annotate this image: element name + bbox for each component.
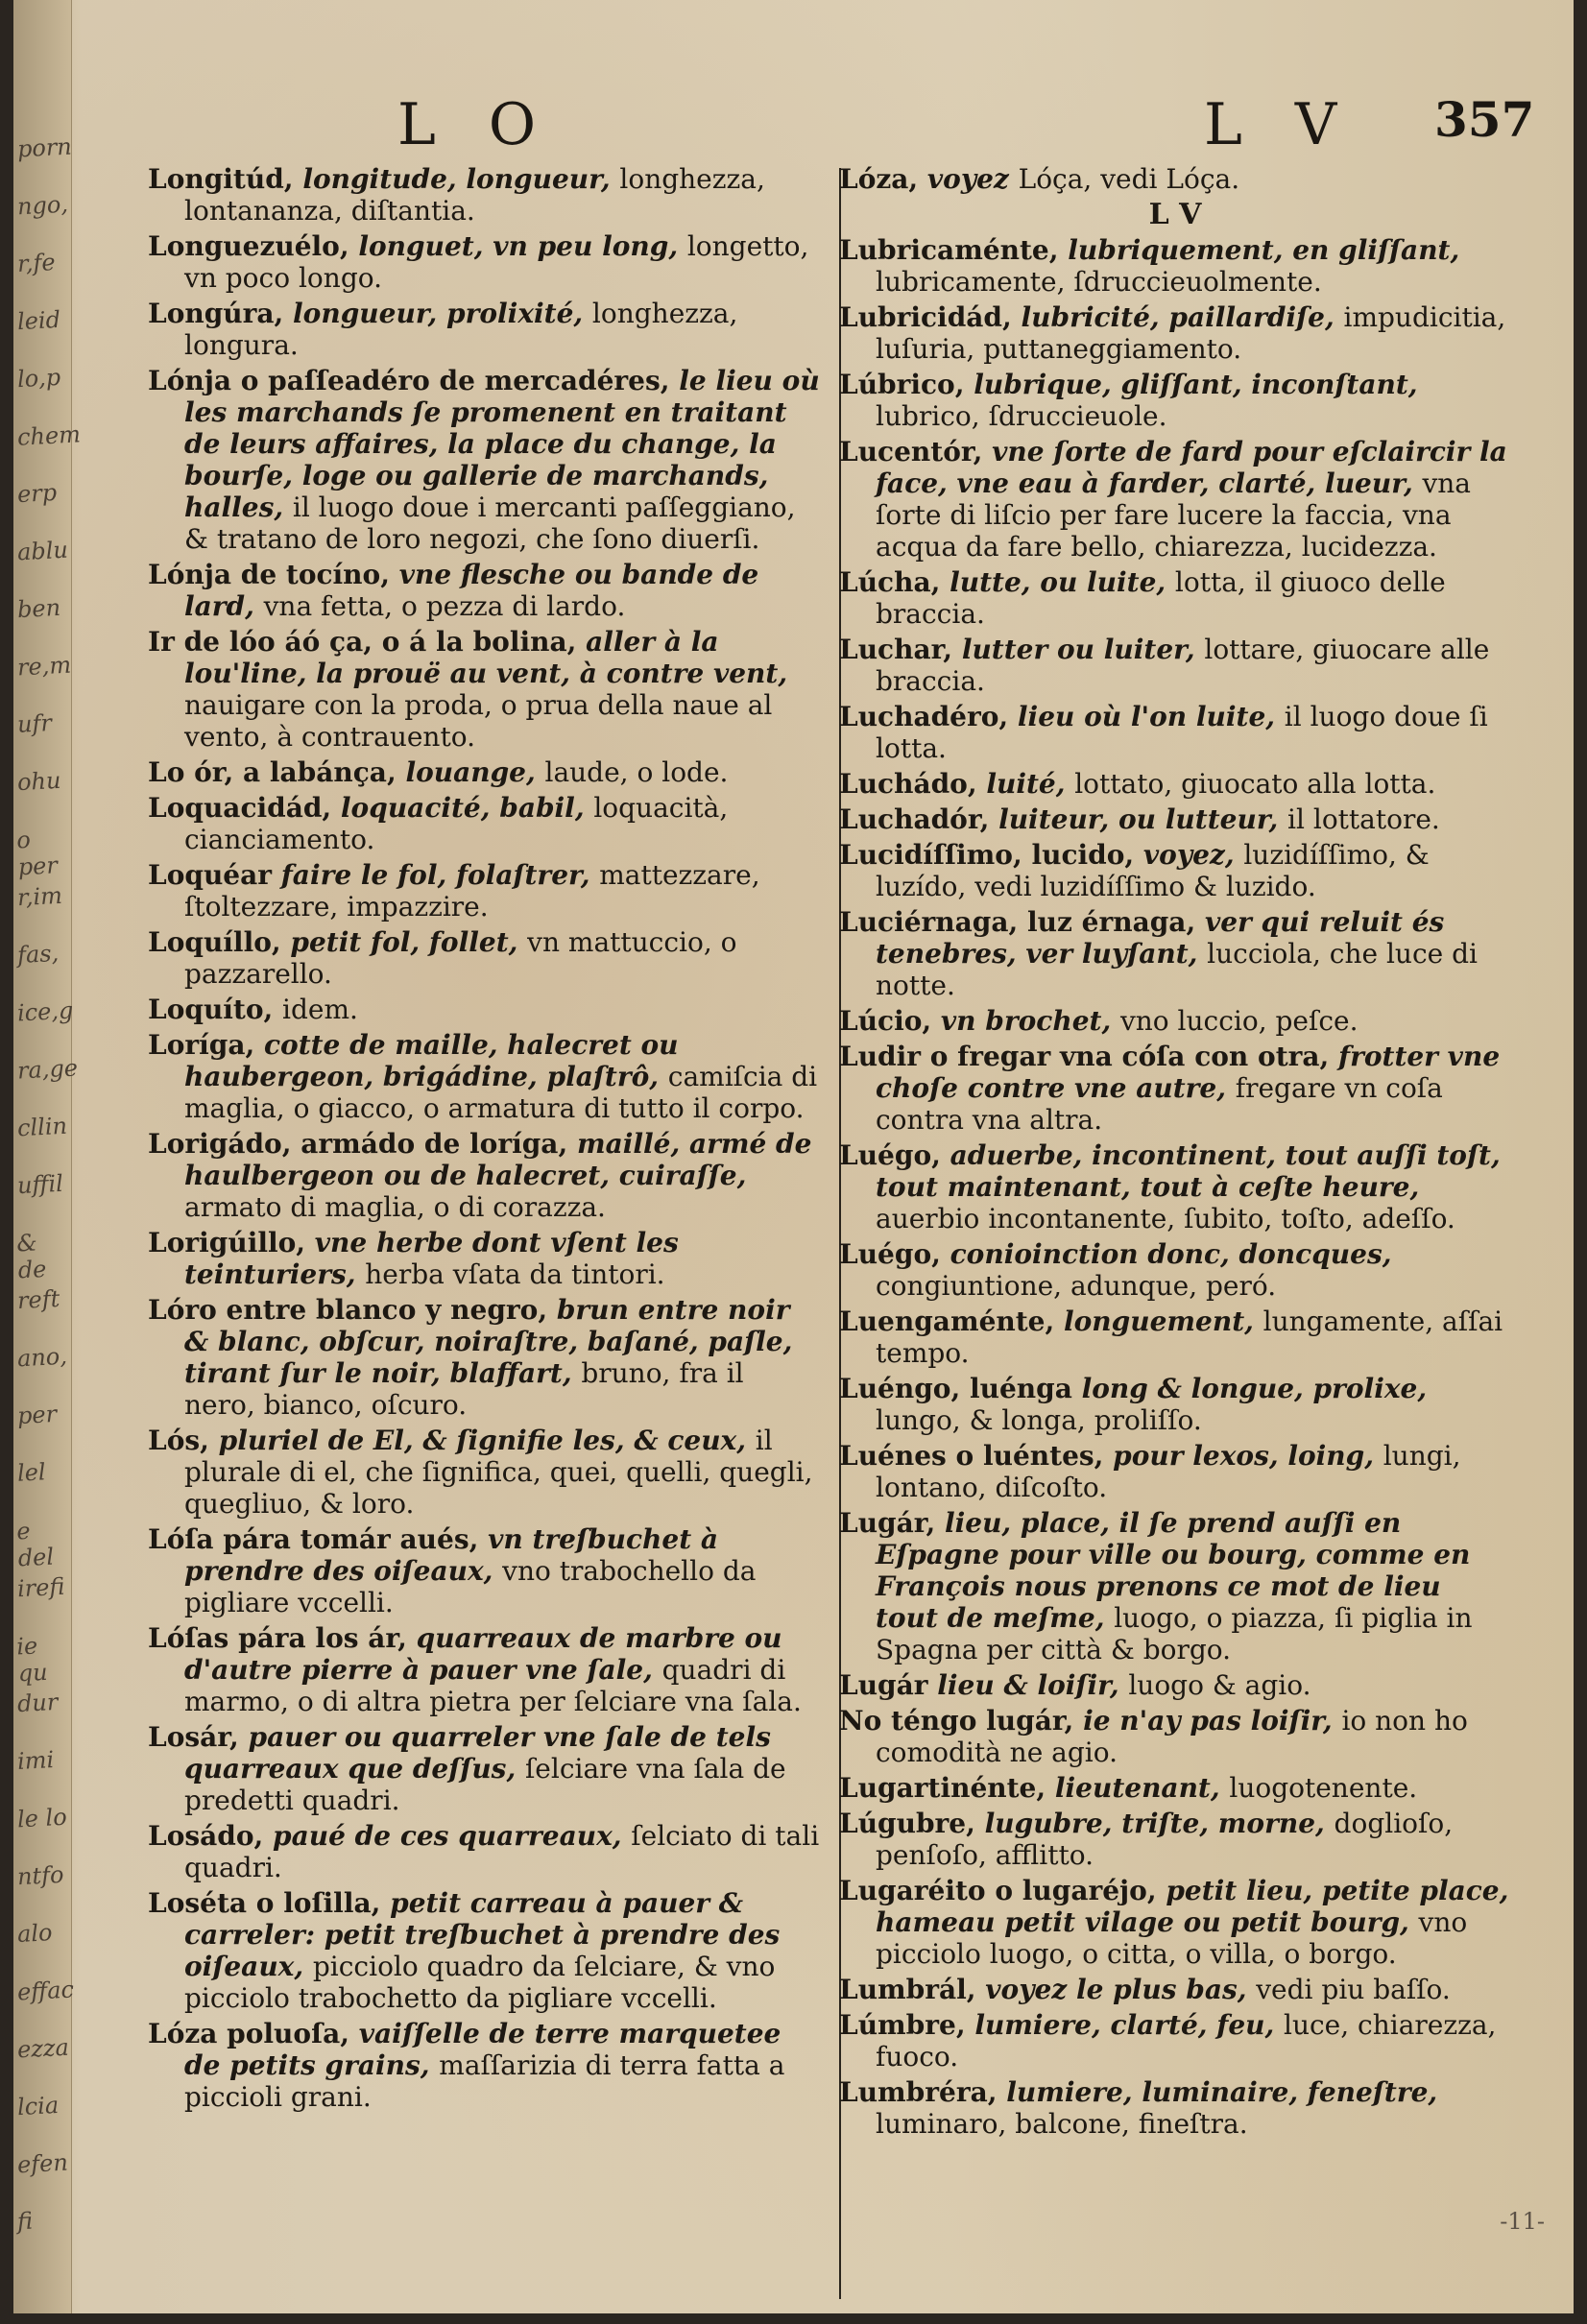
italian-gloss: lungamente, aſſai tempo.	[876, 1306, 1503, 1369]
dictionary-entry	[839, 1139, 1511, 1234]
italian-gloss: lubricamente, ſdruccieuolmente.	[876, 266, 1322, 298]
facing-page-margin	[13, 0, 82, 2313]
headword: Lugartinénte,	[839, 1772, 1055, 1804]
margin-fragment: lcia	[16, 2091, 60, 2121]
italian-gloss: auerbio incontanente, ſubito, toſto, adeſſo.	[876, 1203, 1455, 1234]
margin-fragment: ie qu	[15, 1632, 49, 1688]
french-gloss: vaiſſelle de terre marquetee de petits grains,	[184, 2018, 781, 2081]
dictionary-entry	[148, 756, 820, 788]
margin-fragment: ra,ge	[16, 1054, 79, 1085]
margin-fragment: dur	[16, 1688, 60, 1718]
italian-gloss: loquacità, cianciamento.	[184, 792, 729, 855]
italian-gloss: luce, chiarezza, fuoco.	[876, 2009, 1497, 2072]
italian-gloss: armato di maglia, o di corazza.	[184, 1191, 606, 1223]
french-gloss: conioinction donc, doncques,	[950, 1238, 1392, 1270]
headword: Lúmbre,	[839, 2009, 975, 2041]
italian-gloss: luminaro, balcone, fineſtra.	[876, 2108, 1248, 2140]
dictionary-entry	[839, 436, 1511, 563]
french-gloss: vne flesche ou bande de lard,	[184, 559, 759, 622]
dictionary-entry	[839, 1373, 1511, 1436]
italian-gloss: il lottatore.	[1287, 803, 1440, 835]
dictionary-entry	[839, 1306, 1511, 1369]
headword: Loquacidád,	[148, 792, 341, 824]
dictionary-entry	[148, 994, 820, 1025]
italian-gloss: lungi, lontano, diſcoſto.	[876, 1440, 1461, 1503]
italian-gloss: quadri di marmo, o di altra pietra per ſelciare vna ſala.	[184, 1654, 802, 1717]
italian-gloss: ſelciato di tali quadri.	[184, 1820, 820, 1883]
headword: Lúcha,	[839, 566, 950, 598]
french-gloss: ver qui reluit és tenebres, ver luyſant,	[876, 906, 1445, 970]
french-gloss: pour lexos, loing,	[1113, 1440, 1383, 1472]
italian-gloss: vn mattuccio, o pazzarello.	[184, 926, 737, 990]
headword: Lónja o paſſeadéro de mercadéres,	[148, 365, 680, 396]
headword: Lúcio,	[839, 1005, 941, 1037]
headword: Lugár,	[839, 1507, 945, 1539]
french-gloss: lieu, place, il ſe prend auſſi en Eſpagne pour ville ou bourg, comme en François nous prenons ce mot de lieu tout de meſme,	[876, 1507, 1471, 1634]
italian-gloss: mattezzare, ſtoltezzare, impazzire.	[184, 859, 760, 922]
italian-gloss: lottare, giuocare alle braccia.	[876, 634, 1490, 697]
italian-gloss: fregare vn coſa contra vna altra.	[876, 1072, 1443, 1136]
italian-gloss: lucciola, che luce di notte.	[876, 938, 1478, 1001]
dictionary-entry	[839, 1440, 1511, 1503]
margin-fragment: e del	[15, 1517, 55, 1572]
margin-fragment: reft	[16, 1284, 60, 1315]
french-gloss: ie n'ay pas loiſir,	[1083, 1705, 1342, 1737]
dictionary-entry	[839, 163, 1511, 195]
french-gloss: vn brochet,	[940, 1005, 1120, 1037]
margin-fragment: lo,p	[16, 363, 61, 394]
french-gloss: luité,	[986, 768, 1075, 800]
headword: Loséta o loſilla,	[148, 1887, 391, 1919]
dictionary-entry	[148, 230, 820, 294]
headword: Luégo,	[839, 1139, 950, 1171]
dictionary-entry	[148, 859, 820, 922]
italian-gloss: luogotenente.	[1229, 1772, 1418, 1804]
dictionary-entry	[839, 2076, 1511, 2140]
italian-gloss: ſelciare vna ſala de predetti quadri.	[184, 1753, 786, 1816]
italian-gloss: lottato, giuocato alla lotta.	[1074, 768, 1436, 800]
dictionary-entry	[148, 792, 820, 855]
italian-gloss: impudicitia, luſuria, puttaneggiamento.	[876, 301, 1506, 365]
headword: No téngo lugár,	[839, 1705, 1084, 1737]
french-gloss: lubricité, paillardiſe,	[1021, 301, 1344, 333]
italian-gloss: vna fetta, o pezza di lardo.	[263, 590, 626, 622]
margin-fragment: & de	[15, 1229, 48, 1284]
dictionary-entry	[148, 2018, 820, 2113]
margin-fragment: uffil	[16, 1169, 64, 1200]
margin-fragment: r,im	[16, 881, 63, 912]
french-gloss: lieu & loiſir,	[937, 1669, 1129, 1701]
margin-fragment: ice,g	[16, 996, 75, 1027]
dictionary-entry	[839, 1705, 1511, 1768]
headword: Lugaréito o lugaréjo,	[839, 1875, 1166, 1906]
dictionary-entry	[148, 1622, 820, 1717]
french-gloss: longueur, prolixité,	[293, 298, 592, 329]
margin-fragment: fas,	[16, 939, 60, 970]
french-gloss: cotte de maille, halecret ou haubergeon, brigádine, plaſtrô,	[184, 1029, 679, 1092]
dictionary-page	[13, 0, 1574, 2313]
italian-gloss: luzidíſſimo, & luzído, vedi luzidíſſimo & luzido.	[876, 839, 1430, 902]
headword: Lónja de tocíno,	[148, 559, 399, 590]
french-gloss: voyez	[926, 163, 1019, 195]
headword: Loquéar	[148, 859, 281, 891]
headword: Loríga,	[148, 1029, 264, 1061]
french-gloss: long & longue, prolixe,	[1081, 1373, 1428, 1404]
headword: Luchádo,	[839, 768, 987, 800]
dictionary-entry	[839, 566, 1511, 630]
headword: Lumbréra,	[839, 2076, 1007, 2108]
margin-fragment: ufr	[16, 709, 53, 738]
french-gloss: louange,	[405, 756, 545, 788]
margin-fragment: leid	[16, 305, 61, 336]
headword: Luchadéro,	[839, 701, 1018, 732]
french-gloss: maillé, armé de haulbergeon ou de halecret, cuiraſſe,	[184, 1128, 812, 1191]
dictionary-entry	[839, 839, 1511, 902]
dictionary-entry	[148, 1227, 820, 1290]
italian-gloss: vna ſorte di liſcio per fare lucere la faccia, vna acqua da fare bello, chiarezza, lucidezza.	[876, 467, 1471, 563]
margin-fragment: ben	[16, 593, 61, 624]
dictionary-entry	[839, 1041, 1511, 1136]
headword: Losádo,	[148, 1820, 274, 1852]
right-column-header: L V	[1204, 91, 1355, 158]
italian-gloss: lubrico, ſdruccieuole.	[876, 400, 1167, 432]
headword: Longitúd,	[148, 163, 303, 195]
french-gloss: lieu où l'on luite,	[1017, 701, 1285, 732]
italian-gloss: vedi piu baſſo.	[1256, 1974, 1451, 2005]
french-gloss: vne ſorte de fard pour eſclaircir la face, vne eau à farder, clarté, lueur,	[876, 436, 1507, 499]
headword: Ludir o fregar vna cóſa con otra,	[839, 1041, 1339, 1072]
french-gloss: pauer ou quarreler vne ſale de tels quarreaux que deſſus,	[184, 1721, 771, 1785]
dictionary-entry	[839, 906, 1511, 1001]
margin-fragment: re,m	[16, 651, 72, 682]
headword: Lóro entre blanco y negro,	[148, 1294, 557, 1326]
italian-gloss: congiuntione, adunque, peró.	[876, 1270, 1277, 1302]
headword: Lucidíſſimo, lucido,	[839, 839, 1143, 871]
french-gloss: vn treſbuchet à prendre des oiſeaux,	[184, 1523, 719, 1587]
italian-gloss: luogo & agio.	[1128, 1669, 1311, 1701]
left-column	[148, 163, 820, 2117]
italian-gloss: doglioſo, penſoſo, afflitto.	[876, 1808, 1454, 1871]
signature-marks: -11-	[1500, 2208, 1545, 2235]
italian-gloss: Lóça, vedi Lóça.	[1018, 163, 1240, 195]
margin-fragment: imi	[16, 1746, 55, 1775]
french-gloss: longitude, longueur,	[302, 163, 620, 195]
margin-fragment: per	[16, 1400, 58, 1430]
headword: Lo ór, a labánça,	[148, 756, 406, 788]
headword: Luengaménte,	[839, 1306, 1064, 1337]
dictionary-entry	[839, 234, 1511, 298]
french-gloss: brun entre noir & blanc, obſcur, noiraſtre, baſané, paſle, tirant ſur le noir, blaffart,	[184, 1294, 793, 1389]
dictionary-entry	[148, 365, 820, 555]
margin-fragment: o per	[15, 826, 59, 881]
french-gloss: quarreaux de marbre ou d'autre pierre à pauer vne ſale,	[184, 1622, 782, 1686]
french-gloss: lumiere, clarté, feu,	[974, 2009, 1284, 2041]
dictionary-entry	[148, 1128, 820, 1223]
french-gloss: pluriel de El, & ſignifie les, & ceux,	[218, 1425, 756, 1456]
dictionary-entry	[148, 559, 820, 622]
french-gloss: petit lieu, petite place, hameau petit vilage ou petit bourg,	[876, 1875, 1509, 1938]
french-gloss: petit fol, follet,	[290, 926, 528, 958]
italian-gloss: il luogo doue ſi lotta.	[876, 701, 1488, 764]
french-gloss: lugubre, triſte, morne,	[984, 1808, 1335, 1839]
dictionary-entry	[839, 1875, 1511, 1970]
italian-gloss: idem.	[282, 994, 358, 1025]
french-gloss: faire le fol, folaſtrer,	[280, 859, 600, 891]
french-gloss: aller à la lou'line, la prouë au vent, à contre vent,	[184, 626, 788, 689]
dictionary-entry	[839, 634, 1511, 697]
dictionary-entry	[148, 1523, 820, 1618]
headword: Longúra,	[148, 298, 294, 329]
headword: Lubricaménte,	[839, 234, 1069, 266]
italian-gloss: herba vſata da tintori.	[365, 1258, 665, 1290]
italian-gloss: longhezza, longura.	[184, 298, 738, 361]
french-gloss: longuement,	[1063, 1306, 1263, 1337]
headword: Lóſa pára tomár aués,	[148, 1523, 489, 1555]
margin-fragment: ngo,	[16, 190, 69, 221]
french-gloss: voyez le plus bas,	[985, 1974, 1257, 2005]
margin-fragment: ntfo	[16, 1860, 65, 1891]
dictionary-entry	[839, 1507, 1511, 1665]
section-heading: L V	[1148, 198, 1202, 231]
italian-gloss: io non ho comodità ne agio.	[876, 1705, 1468, 1768]
italian-gloss: nauigare con la proda, o prua della naue al vento, à contrauento.	[184, 689, 773, 753]
italian-gloss: vno picciolo luogo, o citta, o villa, o borgo.	[876, 1906, 1468, 1970]
dictionary-entry	[839, 301, 1511, 365]
french-gloss: vne herbe dont vſent les teinturiers,	[184, 1227, 679, 1290]
headword: Lubricidád,	[839, 301, 1022, 333]
margin-fragment: efen	[16, 2148, 69, 2179]
headword: Lóza poluoſa,	[148, 2018, 359, 2049]
margin-fragment: erp	[16, 478, 58, 509]
french-gloss: lumiere, luminaire, feneſtre,	[1006, 2076, 1438, 2108]
french-gloss: paué de ces quarreaux,	[273, 1820, 632, 1852]
french-gloss: lutte, ou luite,	[950, 566, 1175, 598]
headword: Lorigádo, armádo de loríga,	[148, 1128, 577, 1160]
margin-fragment: r,fe	[16, 248, 57, 278]
margin-fragment: chem	[16, 420, 82, 451]
margin-fragment: ohu	[16, 766, 62, 797]
french-gloss: lubriquement, en gliſſant,	[1068, 234, 1460, 266]
dictionary-entry	[148, 1721, 820, 1816]
right-column	[839, 163, 1511, 2144]
headword: Lóſas pára los ár,	[148, 1622, 417, 1654]
dictionary-entry	[148, 626, 820, 753]
margin-fragment: fi	[16, 2207, 34, 2236]
dictionary-entry	[839, 768, 1511, 800]
headword: Lóza,	[839, 163, 927, 195]
headword: Lós,	[148, 1425, 219, 1456]
dictionary-entry	[148, 1887, 820, 2014]
italian-gloss: bruno, fra il nero, bianco, oſcuro.	[184, 1357, 744, 1421]
italian-gloss: laude, o lode.	[544, 756, 729, 788]
headword: Lúbrico,	[839, 369, 974, 400]
margin-fragment: ano,	[16, 1342, 68, 1373]
headword: Lumbrál,	[839, 1974, 986, 2005]
dictionary-entry	[839, 1808, 1511, 1871]
dictionary-entry	[839, 803, 1511, 835]
italian-gloss: il luogo doue i mercanti paſſeggiano, & tratano de loro negozi, che ſono diuerſi.	[184, 491, 796, 555]
headword: Loquíllo,	[148, 926, 291, 958]
italian-gloss: maſſarizia di terra fatta a piccioli grani.	[184, 2049, 785, 2113]
dictionary-entry	[148, 1029, 820, 1124]
french-gloss: lubrique, gliſſant, inconſtant,	[974, 369, 1418, 400]
headword: Luchar,	[839, 634, 962, 665]
dictionary-entry	[839, 701, 1511, 764]
italian-gloss: lungo, & longa, proliſſo.	[876, 1404, 1202, 1436]
french-gloss: loquacité, babil,	[340, 792, 594, 824]
italian-gloss: il plurale di el, che ſignifica, quei, quelli, quegli, quegliuo, & loro.	[184, 1425, 813, 1520]
headword: Ir de lóo áó ça, o á la bolina,	[148, 626, 587, 658]
french-gloss: longuet, vn peu long,	[358, 230, 687, 262]
margin-fragment: lel	[16, 1458, 47, 1487]
headword: Lúgubre,	[839, 1808, 985, 1839]
margin-fragment: irefi	[16, 1572, 66, 1603]
dictionary-entry	[148, 1820, 820, 1883]
dictionary-entry	[839, 369, 1511, 432]
left-column-header: L O	[397, 91, 554, 158]
dictionary-entry	[839, 1669, 1511, 1701]
dictionary-entry	[839, 1974, 1511, 2005]
italian-gloss: vno luccio, peſce.	[1119, 1005, 1359, 1037]
headword: Luéngo, luénga	[839, 1373, 1082, 1404]
italian-gloss: longhezza, lontananza, diſtantia.	[184, 163, 765, 227]
margin-fragment: effac	[16, 1976, 75, 2006]
dictionary-entry	[839, 1005, 1511, 1037]
dictionary-entry	[148, 163, 820, 227]
french-gloss: le lieu où les marchands ſe promenent en traitant de leurs affaires, la place du change, la bourſe, loge ou gallerie de marchands, halles,	[184, 365, 820, 523]
french-gloss: aduerbe, incontinent, tout auſſi toſt, tout maintenant, tout à ceſte heure,	[876, 1139, 1501, 1203]
italian-gloss: vno trabochello da pigliare vccelli.	[184, 1555, 757, 1618]
dictionary-entry	[839, 1238, 1511, 1302]
french-gloss: frotter vne choſe contre vne autre,	[876, 1041, 1501, 1104]
headword: Luchadór,	[839, 803, 999, 835]
italian-gloss: lotta, il giuoco delle braccia.	[876, 566, 1446, 630]
headword: Lucentór,	[839, 436, 993, 467]
dictionary-entry	[839, 1772, 1511, 1804]
italian-gloss: picciolo quadro da ſelciare, & vno picciolo trabochetto da pigliare vccelli.	[184, 1951, 776, 2014]
italian-gloss: luogo, o piazza, ſi piglia in Spagna per città & borgo.	[876, 1602, 1473, 1665]
french-gloss: lutter ou luiter,	[961, 634, 1205, 665]
margin-fragment: ablu	[16, 536, 69, 566]
dictionary-entry	[839, 2009, 1511, 2072]
french-gloss: luiteur, ou lutteur,	[998, 803, 1288, 835]
page-number: 357	[1434, 91, 1535, 148]
headword: Luénes o luéntes,	[839, 1440, 1114, 1472]
dictionary-entry	[148, 926, 820, 990]
dictionary-entry	[148, 1294, 820, 1421]
margin-fragment: cllin	[16, 1112, 68, 1142]
french-gloss: lieutenant,	[1054, 1772, 1230, 1804]
headword: Luégo,	[839, 1238, 950, 1270]
headword: Luciérnaga, luz érnaga,	[839, 906, 1205, 938]
margin-fragment: ezza	[16, 2033, 70, 2064]
french-gloss: petit carreau à pauer & carreler: petit treſbuchet à prendre des oiſeaux,	[184, 1887, 781, 1982]
headword: Losár,	[148, 1721, 249, 1753]
margin-fragment: alo	[16, 1919, 54, 1948]
margin-fragment: porn	[16, 132, 73, 163]
headword: Lugár	[839, 1669, 938, 1701]
italian-gloss: camiſcia di maglia, o giacco, o armatura di tutto il corpo.	[184, 1061, 818, 1124]
dictionary-entry	[148, 1425, 820, 1520]
headword: Lorigúillo,	[148, 1227, 315, 1258]
french-gloss: voyez,	[1142, 839, 1244, 871]
dictionary-entry	[148, 298, 820, 361]
margin-fragment: le lo	[16, 1803, 68, 1833]
headword: Loquíto,	[148, 994, 283, 1025]
italian-gloss: longetto, vn poco longo.	[184, 230, 809, 294]
page-header	[13, 91, 1574, 158]
headword: Longuezuélo,	[148, 230, 359, 262]
